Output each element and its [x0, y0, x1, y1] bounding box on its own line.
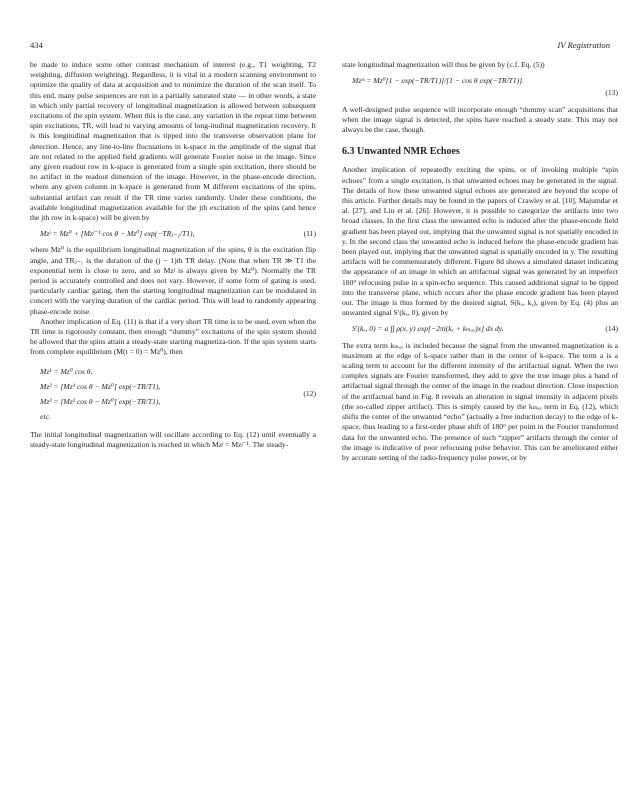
equation-14 [342, 324, 618, 334]
right-paragraph-3: Another implication of repeatedly exciting the spins, or of invoking multiple “spin echoes” from a single excitation, is that unwanted echoes may be generated in the signal. The details of how these unwanted signal echoes are generated are beyond the scope of this article. Further details may be found in the papers of Crawley et al. [10], Majumdar et al. [27], and Liu et al. [26]. However, it is possible to categorize the artifacts into two broad classes. In the first class the unwanted echo is induced after the phase-encode field gradient has been played out, implying that the unwanted signal is not spatially encoded in y. In the second class the unwanted echo is induced before the phase-encode gradient has been played out, implying that the unwanted signal is spatially encoded in y. The resulting artifacts will be commensurately different. Figure 8d shows a simulated dataset indicating the appearance of an image in which an artifactual signal was generated by an imperfect 180° refocusing pulse in a spin-echo sequence. This caused additional signal to be tipped into the transverse plane, which occurs after the phase encode gradient has been played out. The image is thus formed by the desired signal, S(kₓ, kᵧ), given by Eq. (4) plus an unwanted signal S′(kₓ, 0), given by [342, 165, 618, 318]
equation-13-number: (13) [605, 88, 618, 98]
page-number: 434 [30, 40, 43, 50]
equation-11 [30, 229, 316, 239]
equation-14-text: S′(kₓ, 0) = a ∫∫ ρ(x, y) exp[−2πi(kₓ + kₘₐₓ)x] dx dy. [352, 324, 504, 334]
left-paragraph-3: Another implication of Eq. (11) is that if a very short TR time is to be used, even when the TR time is rigorously constant, then enough “dummy” excitations of the spin system should be allowed that the spins attain a steady-state starting magnetiza-tion. If the spin system starts from complete equilibrium (M(t = 0) = Mz⁰), then [30, 316, 316, 357]
equation-12-number: (12) [303, 388, 316, 398]
right-paragraph-1: state longitudinal magnetization will thus be given by (c.f. Eq. (5)) [342, 60, 545, 69]
right-paragraph-4: The extra term kₘₐₓ is included because the signal from the unwanted magnetization is a maximum at the edge of k-space rather than in the center of k-space. The term a is a scaling term to account for the different intensity of the artifactual signal. When the two complex signals are Fourier transformed, they add to give the true image plus a band of artifactual signal through the center of the image in the readout direction. Close inspection of the artifactual band in Fig. 8 reveals an alteration in signal intensity in adjacent pixels (the so-called zipper artifact). This is simply caused by the kₘₐₓ term in Eq. (12), which shifts the center of the unwanted “echo” (actually a free induction decay) to the edge of k-space, thus leading to a first-order phase shift of 180° per point in the Fourier transformed data for the unwanted echo. The presence of such “zipper” artifacts through the center of the image is indicative of poor refocusing pulse behavior. This can be ameliorated either by accurate setting of the radio-frequency pulse power, or by [342, 340, 618, 462]
left-paragraph-2: where Mz⁰ is the equilibrium longitudinal magnetization of the spins, θ is the excitation flip angle, and TRⱼ₋₁ is the duration of the (j − 1)th TR delay. (Note that when TR ≫ T1 the exponential term is close to zero, and so Mzʲ is always given by Mz⁰). Normally the TR period is accurately controlled and does not vary. However, if some form of gating is used, particularly cardiac gating, then the starting longitudinal magnetization can be modulated in concert with the varying duration of the cardiac period. This will lead to randomly appearing phase-encode noise. [30, 245, 316, 316]
left-column [30, 60, 316, 450]
running-title: IV Registration [557, 40, 610, 50]
equation-13-text: Mzˢˢ = Mz⁰[1 − exp(−TR/T1)]/[1 − cos θ exp(−TR/T1)]. [352, 76, 525, 86]
equation-11-text: Mzʲ = Mz⁰ + [Mzʲ⁻¹ cos θ − Mz⁰] exp(−TRⱼ₋₁/T1), [40, 229, 195, 239]
equation-12-line-4: etc. [40, 411, 51, 421]
equation-12-line-1: Mz¹ = Mz⁰ cos θ, [40, 366, 93, 376]
right-column [342, 60, 618, 463]
equation-13 [342, 76, 618, 86]
left-paragraph-4: The initial longitudinal magnetization will oscillate according to Eq. (12) until eventually a steady-state longitudinal magnetization is reached in which Mzʲ = Mzʲ⁻¹. The steady- [30, 429, 316, 449]
section-title: 6.3 Unwanted NMR Echoes [342, 146, 460, 158]
left-paragraph-1: be made to induce some other contrast mechanism of interest (e.g., T1 weighting, T2 weighting, diffusion weighting). Regardless, it is vital in a modern scanning environment to optimize the quality of data at acquisition and to minimize the duration of the scan itself. To this end, many pulse sequences are run in a partially saturated state — in other words, a state in which only partial recovery of longitudinal magnetization is allowed between subsequent excitations of the spin system. When this is the case, any variation in the repeat time between spin excitations, TR, will lead to varying amounts of long-itudinal magnetization recovery. It is this longitudinal magnetization that is tipped into the transverse observation plane for detection. Hence, any line-to-line fluctuations in k-space in the amplitude of the signal that are not related to the applied field gradients will generate Fourier noise in the image. Since any given readout row in k-space is generated from a single spin excitation, there should be no artifact in the readout dimension of the image. However, in the phase-encode direction, where any given column in k-space is generated from M different excitations of the spins, substantial artifact can result if the TR time varies randomly. Under these conditions, the available longitudinal magnetization available for the jth excitation of the spins (and hence the jth row in k-space) will be given by [30, 60, 316, 223]
equation-12-line-3: Mz³ = [Mz² cos θ − Mz⁰] exp(−TR/T1), [40, 396, 161, 406]
equation-14-number: (14) [605, 324, 618, 334]
equation-12-line-2: Mz² = [Mz¹ cos θ − Mz⁰] exp(−TR/T1), [40, 381, 161, 391]
equation-12 [30, 364, 316, 424]
right-paragraph-2: A well-designed pulse sequence will incorporate enough “dummy scan” acquisitions that when the image signal is detected, the spins have reached a steady state. This may not always be the case, though. [342, 104, 618, 135]
equation-11-number: (11) [303, 229, 316, 239]
